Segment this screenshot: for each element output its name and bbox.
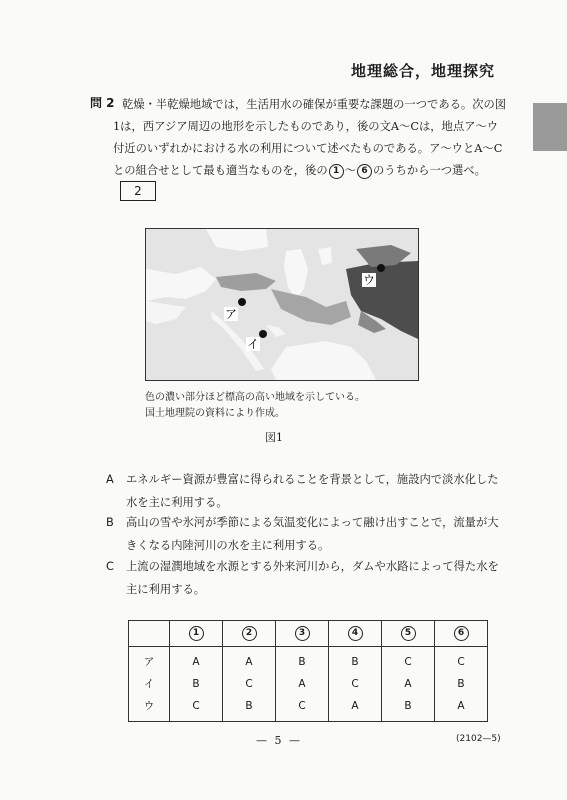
table-cell: A bbox=[351, 700, 359, 712]
question-line: 付近のいずれかにおける水の利用について述べたものである。ア～ウとA～C bbox=[113, 142, 503, 155]
answer-box: 2 bbox=[120, 181, 156, 201]
question-text bbox=[113, 94, 507, 182]
terrain-map bbox=[145, 228, 419, 381]
statement-line: きくなる内陸河川の水を主に利用する。 bbox=[126, 539, 330, 552]
table-header-cell bbox=[435, 621, 488, 647]
choice-number: 4 bbox=[348, 626, 363, 641]
table-header-cell bbox=[329, 621, 382, 647]
statement-line: 高山の雪や氷河が季節による気温変化によって融け出すことで，流量が大 bbox=[126, 516, 499, 529]
table-cell: C bbox=[457, 656, 465, 668]
question-line-last bbox=[113, 160, 502, 182]
table-cell: A bbox=[245, 656, 253, 668]
map-point-label: イ bbox=[246, 337, 260, 351]
table-header-cell bbox=[223, 621, 276, 647]
row-label: イ bbox=[143, 678, 155, 690]
table-column bbox=[276, 647, 329, 722]
subject-title: 地理総合，地理探究 bbox=[350, 62, 495, 80]
choice-number: 2 bbox=[242, 626, 257, 641]
row-label: ウ bbox=[143, 700, 155, 712]
table-cell: B bbox=[298, 656, 306, 668]
table-cell: A bbox=[404, 678, 412, 690]
exam-code: (2102—5) bbox=[456, 734, 501, 744]
table-header-row bbox=[129, 621, 488, 647]
tilde: ～ bbox=[344, 164, 356, 177]
side-index-tab bbox=[533, 103, 567, 151]
statement-line: 上流の湿潤地域を水源とする外来河川から，ダムや水路によって得た水を bbox=[126, 560, 499, 573]
statement-label: A bbox=[106, 473, 114, 486]
page-number: — 5 — bbox=[256, 734, 302, 747]
table-corner bbox=[129, 621, 170, 647]
table-header-cell bbox=[382, 621, 435, 647]
table-body-row bbox=[129, 647, 488, 722]
question-line-pre: との組合せとして最も適当なものを，後の bbox=[113, 164, 328, 177]
statement-label: B bbox=[106, 516, 114, 529]
choice-number: 6 bbox=[357, 164, 372, 179]
table-cell: B bbox=[457, 678, 465, 690]
answer-table bbox=[128, 620, 488, 722]
question-line-post: のうちから一つ選べ。 bbox=[372, 164, 486, 177]
map-point-label: ウ bbox=[362, 273, 376, 287]
choice-number: 5 bbox=[401, 626, 416, 641]
choice-number: 3 bbox=[295, 626, 310, 641]
table-cell: B bbox=[404, 700, 412, 712]
table-column bbox=[382, 647, 435, 722]
table-column bbox=[170, 647, 223, 722]
statement-a bbox=[106, 468, 506, 514]
table-cell: A bbox=[457, 700, 465, 712]
table-cell: B bbox=[351, 656, 359, 668]
table-cell: C bbox=[245, 678, 253, 690]
statement-b bbox=[106, 511, 506, 557]
statement-c bbox=[106, 555, 506, 601]
figure-label: 図1 bbox=[265, 431, 283, 444]
table-column bbox=[223, 647, 276, 722]
table-header-cell bbox=[170, 621, 223, 647]
choice-number: 1 bbox=[329, 164, 344, 179]
statement-label: C bbox=[106, 560, 114, 573]
statement-line: 主に利用する。 bbox=[126, 583, 206, 596]
choice-number: 6 bbox=[454, 626, 469, 641]
choice-number: 1 bbox=[189, 626, 204, 641]
table-cell: B bbox=[245, 700, 253, 712]
question-line: 乾燥・半乾燥地域では，生活用水の確保が重要な課題の一つである。次の図 bbox=[122, 98, 507, 111]
statement-line: 水を主に利用する。 bbox=[126, 496, 228, 509]
question-line: 1は，西アジア周辺の地形を示したものであり，後の文A～Cは，地点ア～ウ bbox=[113, 120, 499, 133]
row-label: ア bbox=[143, 656, 155, 668]
table-cell: C bbox=[192, 700, 200, 712]
table-row-labels bbox=[129, 647, 170, 722]
table-cell: A bbox=[298, 678, 306, 690]
statement-line: エネルギー資源が豊富に得られることを背景として，施設内で淡水化した bbox=[126, 473, 499, 486]
table-cell: C bbox=[351, 678, 359, 690]
table-header-cell bbox=[276, 621, 329, 647]
table-cell: A bbox=[192, 656, 200, 668]
table-cell: C bbox=[298, 700, 306, 712]
map-point-label: ア bbox=[224, 307, 238, 321]
figure-caption: 色の濃い部分ほど標高の高い地域を示している。 bbox=[145, 392, 365, 403]
table-cell: C bbox=[404, 656, 412, 668]
question-number: 問 2 bbox=[90, 96, 115, 110]
table-column bbox=[435, 647, 488, 722]
figure-source: 国土地理院の資料により作成。 bbox=[145, 408, 285, 419]
table-cell: B bbox=[192, 678, 200, 690]
table-column bbox=[329, 647, 382, 722]
